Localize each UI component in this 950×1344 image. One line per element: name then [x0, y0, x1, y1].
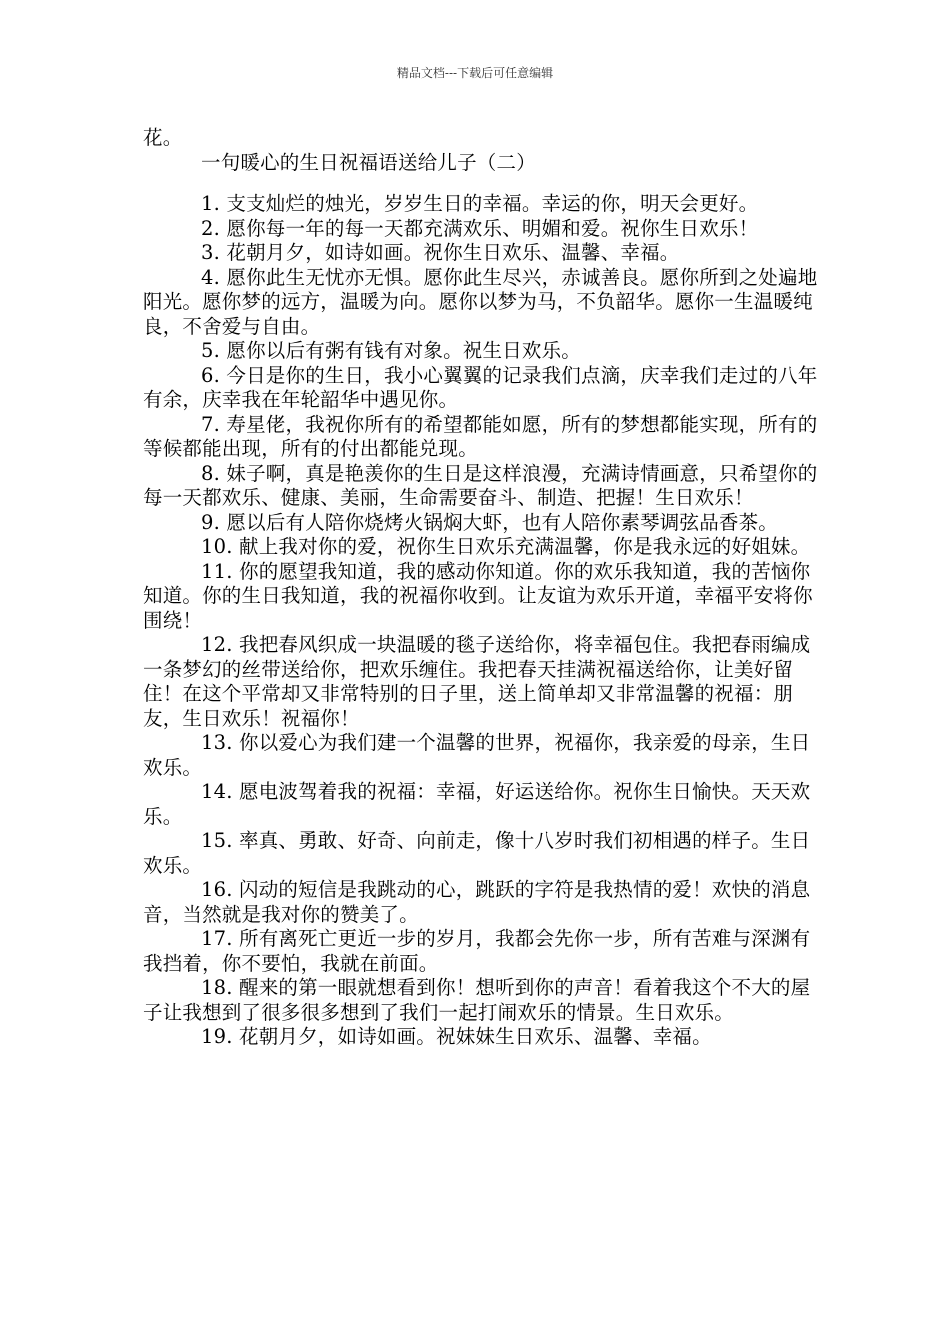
- list-item-12: 12. 我把春风织成一块温暖的毯子送给你，将幸福包住。我把春雨编成一条梦幻的丝带送给你，把欢乐缠住。我把春天挂满祝福送给你，让美好留住！在这个平常却又非常特别的日子里，送上简单却又非常温馨的祝福：朋友，生日欢乐！祝福你！: [143, 633, 811, 730]
- list-item-5: 5. 愿你以后有粥有钱有对象。祝生日欢乐。: [201, 339, 582, 362]
- list-item-3: 3. 花朝月夕，如诗如画。祝你生日欢乐、温馨、幸福。: [201, 241, 680, 264]
- list-item-16: 16. 闪动的短信是我跳动的心，跳跃的字符是我热情的爱！欢快的消息音，当然就是我对你的赞美了。: [143, 878, 811, 926]
- list-item-15: 15. 率真、勇敢、好奇、向前走，像十八岁时我们初相遇的样子。生日欢乐。: [143, 829, 811, 877]
- list-item-4: 4. 愿你此生无忧亦无惧。愿你此生尽兴，赤诚善良。愿你所到之处遍地阳光。愿你梦的远方，温暖为向。愿你以梦为马，不负韶华。愿你一生温暖纯良，不舍爱与自由。: [143, 265, 818, 338]
- document-body: [143, 126, 823, 1050]
- section-title: 一句暖心的生日祝福语送给儿子（二）: [201, 150, 536, 174]
- list-item-14: 14. 愿电波驾着我的祝福：幸福，好运送给你。祝你生日愉快。天天欢乐。: [143, 780, 811, 828]
- list-item-9: 9. 愿以后有人陪你烧烤火锅焖大虾，也有人陪你素琴调弦品香茶。: [201, 510, 779, 534]
- list-item-10: 10. 献上我对你的爱，祝你生日欢乐充满温馨，你是我永远的好姐妹。: [201, 535, 811, 558]
- page-header: 精品文档---下载后可任意编辑: [396, 66, 554, 80]
- list-item-18: 18. 醒来的第一眼就想看到你！想听到你的声音！看着我这个不大的屋子让我想到了很多很多想到了我们一起打闹欢乐的情景。生日欢乐。: [143, 976, 811, 1024]
- list-item-2: 2. 愿你每一年的每一天都充满欢乐、明媚和爱。祝你生日欢乐！: [201, 216, 759, 240]
- list-item-8: 8. 妹子啊，真是艳羡你的生日是这样浪漫，充满诗情画意，只希望你的每一天都欢乐、健康、美丽，生命需要奋斗、制造、把握！生日欢乐！: [143, 461, 818, 509]
- list-item-17: 17. 所有离死亡更近一步的岁月，我都会先你一步，所有苦难与深渊有我挡着，你不要怕，我就在前面。: [143, 927, 811, 975]
- lead-fragment: 花。: [143, 126, 183, 149]
- list-item-19: 19. 花朝月夕，如诗如画。祝妹妹生日欢乐、温馨、幸福。: [201, 1025, 712, 1048]
- list-item-13: 13. 你以爱心为我们建一个温馨的世界，祝福你，我亲爱的母亲，生日欢乐。: [143, 731, 811, 779]
- list-item-6: 6. 今日是你的生日，我小心翼翼的记录我们点滴，庆幸我们走过的八年有余，庆幸我在年轮韶华中遇见你。: [143, 363, 818, 411]
- list-item-7: 7. 寿星佬，我祝你所有的希望都能如愿，所有的梦想都能实现，所有的等候都能出现，所有的付出都能兑现。: [143, 412, 818, 460]
- list-item-1: 1. 支支灿烂的烛光，岁岁生日的幸福。幸运的你，明天会更好。: [201, 192, 759, 215]
- list-item-11: 11. 你的愿望我知道，我的感动你知道。你的欢乐我知道，我的苦恼你知道。你的生日我知道，我的祝福你收到。让友谊为欢乐开道，幸福平安将你围绕！: [143, 559, 813, 632]
